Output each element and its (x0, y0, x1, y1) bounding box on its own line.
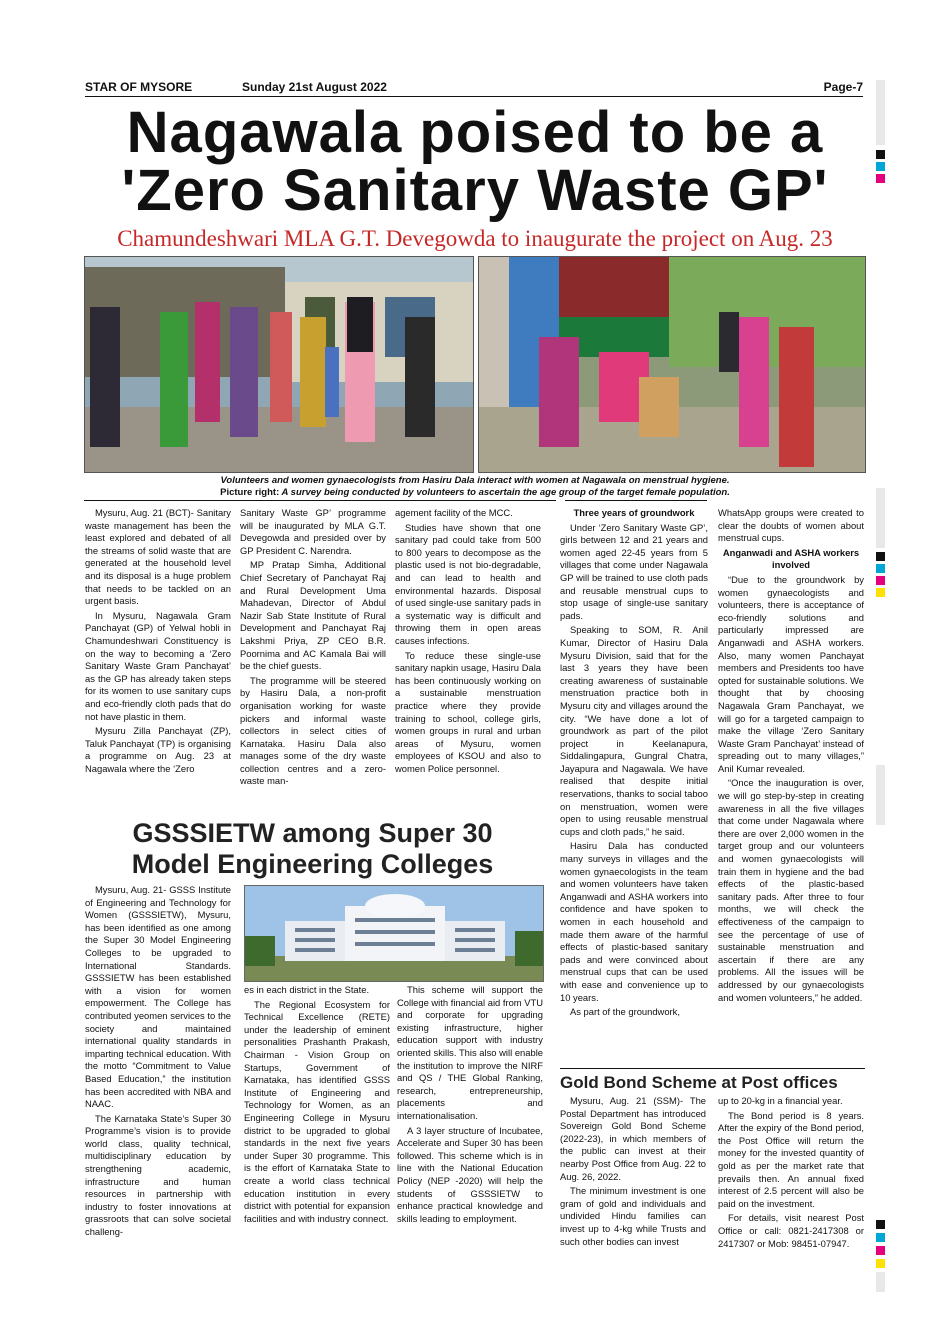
registration-magenta (876, 576, 885, 585)
paragraph: agement facility of the MCC. (395, 507, 513, 518)
college-building-photo (245, 886, 543, 981)
gold-column-1 (560, 1095, 706, 1250)
women-gathered-street-photo (85, 257, 473, 472)
paragraph: The Karnataka State’s Super 30 Programme’s vision is to provide world class, quality technical, multidisciplinary education by strengthening academic, infrastructure and human resources in partnership with industry to foster innovations at grassroots that can solve societal challeng- (85, 1112, 231, 1238)
gold-top-rule (560, 1068, 865, 1069)
photo-caption-line-2 (80, 487, 870, 499)
paragraph: “Once the inauguration is over, we will go step-by-step in creating awareness in all the five villages that come under Nagawala where there are over 2,000 women in the target group and our volunteers and women gynaecologists will train them in hygiene and the bad effects of the plastic-based sanitary pads. After three to four months, we will check the effectiveness of the campaign to see the percentage of use of sustainable menstruation and ascertain if there are any problems. All the issues will be addressed by our gynaecologists and women volunteers,” he added. (718, 777, 864, 1003)
registration-yellow (876, 1259, 885, 1268)
survey-volunteers-photo (479, 257, 865, 472)
registration-black (876, 1220, 885, 1229)
paragraph: Under ‘Zero Sanitary Waste GP’, girls between 12 and 21 years and women aged 22-45 years from 5 villages that come under Nagawala GP will be trained to use cloth pads and reusable menstrual cups to stop usage of single-use sanitary pads. (560, 521, 708, 621)
registration-black (876, 150, 885, 159)
paragraph: A 3 layer structure of Incubatee, Accelerate and Super 30 has been followed. This scheme which is in line with the National Education Policy (NEP -2020) will help the students of GSSSIETW to enhance practical knowledge and skills leading to employment. (397, 1124, 543, 1224)
caption-rule-right (565, 500, 707, 501)
section-heading: Three years of groundwork (573, 507, 695, 518)
registration-cyan (876, 162, 885, 171)
caption-label: Picture right: (220, 487, 280, 498)
main-article-column-3 (395, 507, 541, 777)
registration-cyan (876, 564, 885, 573)
gss-column-3 (397, 984, 543, 1227)
main-article-column-4 (560, 507, 708, 1021)
gss-headline-line-1: GSSSIETW among Super 30 (132, 818, 493, 848)
registration-black (876, 552, 885, 561)
paper-name: STAR OF MYSORE (85, 80, 193, 94)
gold-headline: Gold Bond Scheme at Post offices (560, 1073, 838, 1092)
paragraph: To reduce these single-use sanitary napkin usage, Hasiru Dala has been continuously working on a sustainable menstruation practice where they provide training to school, college girls, women groups in rural and urban areas of Mysuru, women employees of KSOU and also to women Police personnel. (395, 649, 541, 774)
paragraph: As part of the groundwork, (570, 1006, 680, 1018)
paragraph: The minimum investment is one gram of gold and individuals and undivided Hindu families can invest up to 4-kg while Trusts and such other bodies can invest (560, 1185, 706, 1247)
caption-rule-left (84, 500, 556, 501)
paragraph: In Mysuru, Nagawala Gram Panchayat (GP) of Yelwal hobli in Chamundeshwari Constituency is on the way to becoming a ‘Zero Sanitary Waste Gram Panchayat’ as the GP has already taken steps for its women to use sanitary cups and eco-friendly cloth pads that do not have plastic in them. (85, 609, 231, 722)
subheadline: Chamundeshwari MLA G.T. Devegowda to inaugurate the project on Aug. 23 (117, 226, 833, 251)
main-article-column-5 (718, 507, 864, 1006)
paragraph: Speaking to SOM, R. Anil Kumar, Director of Hasiru Dala Mysuru Division, said that for the last 3 years they have been creating awareness of sustainable menstruation practice both in Mysuru city and villages around the city. “We have done a lot of groundwork as part of the pilot project in Keelanapura, Siddalingapura, Gungral Chatra, Jayapura and Nagawala. We have realised that despite initial reservations, thanks to social taboo on menstruation, women were open to using reusable menstrual cups and cloth pads,” he said. (560, 624, 708, 837)
gss-headline (85, 818, 540, 880)
college-photo (244, 885, 544, 982)
paragraph: Mysuru, Aug. 21 (SSM)- The Postal Department has introduced Sovereign Gold Bond Scheme (2022-23), in which members of the public can invest at their nearby Post Office from Aug. 22 to Aug. 26, 2022. (560, 1095, 706, 1182)
registration-yellow (876, 588, 885, 597)
paragraph: Mysuru, Aug. 21 (BCT)- Sanitary waste management has been the least explored and debated of all the streams of solid waste that are generated at the household level and its disposal is a huge problem that needs to be tackled on an urgent basis. (85, 507, 231, 607)
page-number: Page-7 (823, 80, 863, 94)
caption-text: A survey being conducted by volunteers to ascertain the age group of the target female population. (279, 487, 730, 498)
paragraph: Mysuru Zilla Panchayat (ZP), Taluk Panchayat (TP) is organising a programme on Aug. 23 at Nagawala where the ‘Zero (85, 725, 231, 774)
paragraph: es in each district in the State. (244, 984, 370, 995)
headline-line-2: 'Zero Sanitary Waste GP' (121, 158, 829, 223)
photo-women-gathering (84, 256, 474, 473)
registration-gray-bar (876, 765, 885, 825)
issue-date: Sunday 21st August 2022 (242, 80, 387, 94)
main-article-column-2 (240, 507, 386, 790)
registration-magenta (876, 174, 885, 183)
masthead (85, 78, 863, 97)
paragraph: The Regional Ecosystem for Technical Excellence (RETE) under the leadership of eminent personalities Prashanth Prakash, Chairman - Vision Group on Startups, Government of Karnataka, has identified GSSS Institute of Engineering and Technology for Women, as an Engineering College in Mysuru district to be upgraded to global standards in the next five years under Super 30 programme. This is the effort of Karnataka State to create a world class technical education institution in every district with potential for expansion facilities and with industry connect. (244, 998, 390, 1224)
headline-line-1: Nagawala poised to be a (126, 100, 824, 165)
gss-column-1 (85, 884, 231, 1241)
paragraph: “Due to the groundwork by women gynaecologists and volunteers, there is acceptance of eco-friendly solutions and particularly impressed are Anganwadi and ASHA workers. Also, many women Panchayat members and Presidents too have opted for sustainable solutions. We thought that by choosing Nagawala Gram Panchayat, we will go for a targeted campaign to make the village ‘Zero Sanitary Waste Gram Panchayat’ instead of spreading out to many villages,” Anil Kumar revealed. (718, 573, 864, 774)
paragraph: This scheme will support the College with financial aid from VTU and corporate for upgrading existing infrastructure, higher education support with industry oriented skills. This also will enable the institution to improve the NIRF and QS / THE Global Ranking, research, entrepreneurship, placements and internationalisation. (397, 984, 543, 1121)
paragraph: WhatsApp groups were created to clear the doubts of women about menstrual cups. (718, 507, 864, 544)
gss-column-2 (244, 984, 390, 1227)
registration-cyan (876, 1233, 885, 1242)
paragraph: Mysuru, Aug. 21- GSSS Institute of Engineering and Technology for Women (GSSSIETW), Mysuru, has been identified as one among the Super 30 Model Engineering Colleges to be upgraded to International Standards. GSSSIETW has been established with a vision for women empowerment. The College has contributed yeomen services to the society and maintained international quality standards in imparting technical education. With the motto “Commitment to Value Based Education,” the institution has been accredited with NBA and NAAC. (85, 884, 231, 1110)
gold-column-2 (718, 1095, 864, 1252)
paragraph: The programme will be steered by Hasiru Dala, a non-profit organisation working for waste pickers and informal waste collectors in select cities of Karnataka. Hasiru Dala also manages some of the dry waste collection centres and a zero-waste man- (240, 674, 386, 787)
paragraph: MP Pratap Simha, Additional Chief Secretary of Panchayat Raj and Rural Development Uma Mahadevan, Director of Abdul Nazir Sab State Institute of Rural Development and Panchayat Raj Lakshmi Priya, ZP CEO B.R. Poornima and AC Kamala Bai will be the chief guests. (240, 559, 386, 672)
section-heading: Anganwadi and ASHA workers involved (722, 546, 860, 571)
photo-survey (478, 256, 866, 473)
paragraph: up to 20-kg in a financial year. (718, 1095, 843, 1106)
gss-headline-line-2: Model Engineering Colleges (131, 849, 494, 879)
paragraph: For details, visit nearest Post Office or call: 0821-2417308 or 2417307 or Mob: 98451-07947. (718, 1212, 864, 1249)
paragraph: Hasiru Dala has conducted many surveys in villages and the women gynaecologists in the team and women volunteers have taken Anganwadi and ASHA workers into confidence and have spoken to women in each household and made them aware of the harmful effects of plastic-based sanitary pads and were convinced about menstrual cups that can be used with ease and convenience up to 10 years. (560, 840, 708, 1003)
registration-gray-bar (876, 1272, 885, 1292)
registration-gray-bar (876, 488, 885, 548)
paragraph: Sanitary Waste GP’ programme will be inaugurated by MLA G.T. Devegowda and presided over by GP President C. Narendra. (240, 507, 386, 556)
photo-caption-line-1: Volunteers and women gynaecologists from Hasiru Dala interact with women at Nagawala on menstrual hygiene. (220, 475, 730, 486)
paragraph: The Bond period is 8 years. After the expiry of the Bond period, the Post Office will return the money for the invested quantity of gold as per the market rate that prevails then. An annual fixed interest of 2.5 percent will also be paid on the investment. (718, 1109, 864, 1209)
main-article-column-1 (85, 507, 231, 777)
paragraph: Studies have shown that one sanitary pad could take from 500 to 800 years to decompose as the plastic used is not bio-degradable, and can lead to health and environmental hazards. Disposal of used single-use sanitary pads in a systematic way is difficult and throwing them in open areas causes infections. (395, 521, 541, 646)
registration-gray-bar (876, 80, 885, 145)
registration-magenta (876, 1246, 885, 1255)
